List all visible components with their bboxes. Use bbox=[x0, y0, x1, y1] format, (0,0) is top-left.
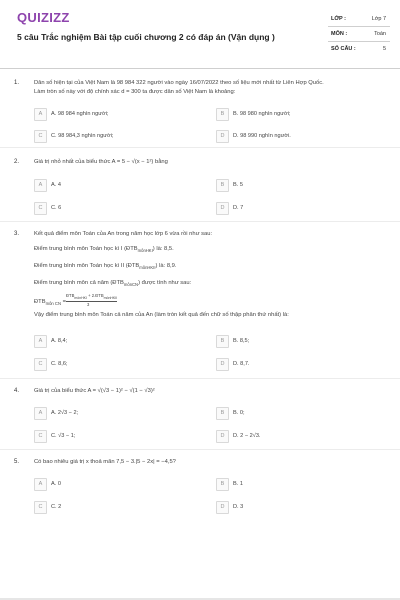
option-text: C. √3 − 1; bbox=[51, 433, 76, 439]
meta-label: LỚP : bbox=[331, 16, 346, 22]
line-text: ) là: 8,9. bbox=[155, 263, 177, 270]
option-c[interactable] bbox=[34, 358, 204, 371]
option-letter-box[interactable]: B bbox=[216, 407, 229, 420]
question-line: Vậy điểm trung bình môn Toán cả năm của An (làm tròn kết quả đến chữ số thập phân thứ nhất) là: bbox=[34, 312, 289, 319]
question-line: Giá trị nhỏ nhất của biểu thức A = 5 − √(x − 1²) bằng bbox=[34, 159, 168, 165]
option-b[interactable] bbox=[216, 108, 386, 121]
meta-row-subject bbox=[328, 27, 390, 42]
subscript: mônHKII bbox=[139, 265, 156, 271]
option-letter-box[interactable]: D bbox=[216, 358, 229, 371]
formula bbox=[34, 295, 384, 309]
formula-numerator bbox=[66, 293, 117, 302]
question-text bbox=[34, 158, 384, 167]
question-number: 2. bbox=[14, 159, 20, 165]
option-a[interactable] bbox=[34, 179, 204, 192]
option-b[interactable] bbox=[216, 407, 386, 420]
option-c[interactable] bbox=[34, 130, 204, 143]
subscript: môn CN bbox=[45, 301, 61, 307]
divider bbox=[0, 378, 400, 379]
question-text bbox=[34, 230, 384, 319]
option-letter-box[interactable]: C bbox=[34, 202, 47, 215]
option-b[interactable] bbox=[216, 179, 386, 192]
formula-denominator: 3 bbox=[87, 302, 90, 308]
meta-label: MÔN : bbox=[331, 31, 348, 37]
question-line bbox=[34, 245, 384, 255]
option-a[interactable] bbox=[34, 335, 204, 348]
question-line: Giá trị của biểu thức A = √(√3 − 1)² − √(1 − √3)² bbox=[34, 388, 155, 394]
option-letter-box[interactable]: B bbox=[216, 179, 229, 192]
question-number: 3. bbox=[14, 231, 20, 237]
option-c[interactable] bbox=[34, 430, 204, 443]
worksheet-header bbox=[0, 0, 400, 69]
option-text: A. 98 984 nghìn người; bbox=[51, 111, 109, 117]
option-text: D. 2 − 2√3. bbox=[233, 433, 261, 439]
question-line bbox=[34, 279, 384, 289]
option-text: A. 8,4; bbox=[51, 338, 68, 344]
meta-row-count bbox=[328, 42, 390, 56]
option-text: C. 8,6; bbox=[51, 361, 68, 367]
option-text: D. 7 bbox=[233, 205, 244, 211]
option-a[interactable] bbox=[34, 478, 204, 491]
option-d[interactable] bbox=[216, 430, 386, 443]
option-letter-box[interactable]: A bbox=[34, 335, 47, 348]
option-letter-box[interactable]: D bbox=[216, 501, 229, 514]
option-letter-box[interactable]: B bbox=[216, 108, 229, 121]
option-a[interactable] bbox=[34, 108, 204, 121]
line-text: ĐTB bbox=[34, 299, 46, 306]
divider bbox=[0, 449, 400, 450]
question-text bbox=[34, 458, 384, 467]
divider bbox=[0, 147, 400, 148]
option-d[interactable] bbox=[216, 358, 386, 371]
option-d[interactable] bbox=[216, 501, 386, 514]
question-number: 1. bbox=[14, 80, 20, 86]
line-text: ) là: 8,5. bbox=[152, 246, 174, 252]
question-line: Làm tròn số này với độ chính xác d = 300 ta được dân số Việt Nam là khoảng: bbox=[34, 88, 236, 95]
option-letter-box[interactable]: A bbox=[34, 407, 47, 420]
option-letter-box[interactable]: B bbox=[216, 335, 229, 348]
option-text: A. 4 bbox=[51, 182, 61, 188]
divider bbox=[0, 221, 400, 222]
option-letter-box[interactable]: A bbox=[34, 179, 47, 192]
quizizz-logo: QUIZIZZ bbox=[17, 10, 70, 25]
option-text: B. 0; bbox=[233, 410, 245, 416]
line-text: Điểm trung bình môn Toán học kì II (ĐTB bbox=[34, 263, 140, 270]
line-text: ) được tính như sau: bbox=[138, 280, 192, 287]
option-letter-box[interactable]: C bbox=[34, 130, 47, 143]
option-text: D. 8,7. bbox=[233, 361, 250, 367]
meta-label: SỐ CÂU : bbox=[331, 46, 356, 52]
option-letter-box[interactable]: B bbox=[216, 478, 229, 491]
question-line: Kết quả điểm môn Toán của An trong năm học lớp 6 vừa rồi như sau: bbox=[34, 231, 213, 237]
option-text: A. 0 bbox=[51, 481, 61, 487]
option-text: B. 98 980 nghìn người; bbox=[233, 111, 291, 117]
option-c[interactable] bbox=[34, 501, 204, 514]
option-text: D. 98 990 nghìn người. bbox=[233, 133, 291, 139]
option-text: B. 5 bbox=[233, 182, 243, 188]
option-letter-box[interactable]: D bbox=[216, 430, 229, 443]
option-text: D. 3 bbox=[233, 504, 244, 510]
option-text: B. 8,5; bbox=[233, 338, 250, 344]
option-letter-box[interactable]: A bbox=[34, 478, 47, 491]
option-text: C. 2 bbox=[51, 504, 62, 510]
question-text bbox=[34, 79, 384, 96]
option-d[interactable] bbox=[216, 130, 386, 143]
question-line: Dân số hiện tại của Việt Nam là 98 984 322 người vào ngày 16/07/2022 theo số liệu mới nhất từ Liên Hợp Quốc. bbox=[34, 80, 324, 86]
option-b[interactable] bbox=[216, 478, 386, 491]
line-text: Điểm trung bình môn Toán học kì I (ĐTB bbox=[34, 246, 138, 252]
subscript: mônHKI bbox=[74, 296, 87, 301]
option-b[interactable] bbox=[216, 335, 386, 348]
option-text: C. 98 984,3 nghìn người; bbox=[51, 133, 114, 139]
question-text bbox=[34, 387, 384, 396]
option-letter-box[interactable]: C bbox=[34, 501, 47, 514]
line-text: ĐTB bbox=[66, 293, 75, 299]
line-text: Điểm trung bình môn cả năm (ĐTB bbox=[34, 280, 124, 287]
option-letter-box[interactable]: C bbox=[34, 430, 47, 443]
option-letter-box[interactable]: D bbox=[216, 130, 229, 143]
option-text: B. 1 bbox=[233, 481, 243, 487]
formula-lhs: $ĐTB_{môn CN}$ = bbox=[34, 299, 66, 307]
page-title: 5 câu Trắc nghiệm Bài tập cuối chương 2 có đáp án (Vận dụng ) bbox=[17, 32, 275, 42]
meta-value: 5 bbox=[382, 46, 386, 52]
meta-info-box bbox=[328, 12, 390, 58]
option-letter-box[interactable]: D bbox=[216, 202, 229, 215]
question-line: Có bao nhiêu giá trị x thoả mãn 7,5 − 3.|5 − 2x| = −4,5? bbox=[34, 459, 176, 465]
option-letter-box[interactable]: C bbox=[34, 358, 47, 371]
option-text: C. 6 bbox=[51, 205, 62, 211]
option-letter-box[interactable]: A bbox=[34, 108, 47, 121]
subscript: mônHKI bbox=[137, 248, 153, 254]
question-line bbox=[34, 262, 384, 272]
subscript: mônCN bbox=[123, 282, 139, 288]
option-text: A. 2√3 − 2; bbox=[51, 410, 79, 416]
option-d[interactable] bbox=[216, 202, 386, 215]
meta-value: Toán bbox=[374, 31, 386, 37]
question-number: 5. bbox=[14, 459, 20, 465]
question-number: 4. bbox=[14, 388, 20, 394]
option-c[interactable] bbox=[34, 202, 204, 215]
line-text: + 2.ĐTB bbox=[86, 293, 104, 299]
meta-value: Lớp 7 bbox=[371, 16, 386, 22]
option-a[interactable] bbox=[34, 407, 204, 420]
subscript: mônHKII bbox=[103, 296, 118, 301]
meta-row-grade bbox=[328, 12, 390, 27]
